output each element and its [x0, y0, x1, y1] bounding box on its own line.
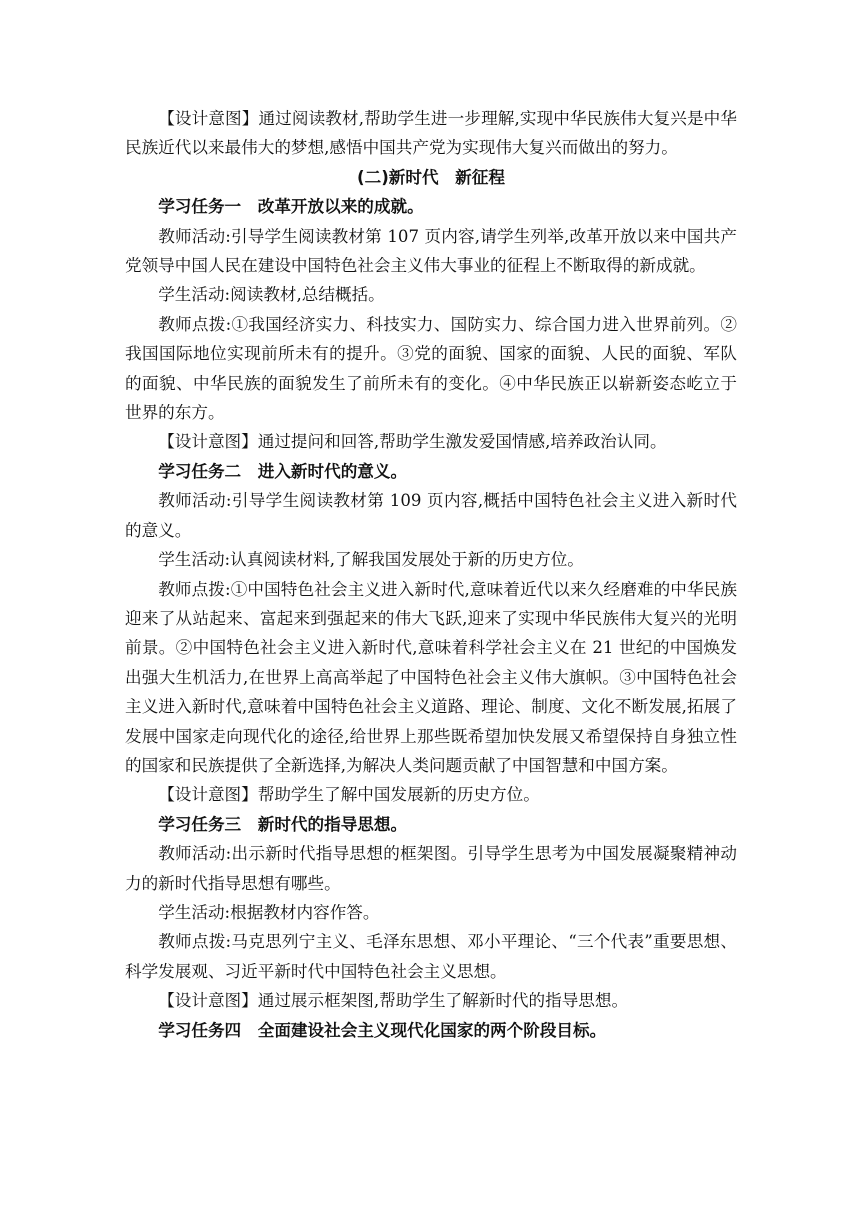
section-title: (二)新时代 新征程 — [357, 167, 505, 187]
learning-task-heading — [125, 457, 737, 486]
task-label: 学习任务三 — [158, 814, 242, 834]
design-intent-paragraph: 【设计意图】通过展示框架图,帮助学生了解新时代的指导思想。 — [158, 991, 629, 1011]
document-page — [125, 104, 737, 1045]
teacher-guidance-paragraph: 教师点拨:马克思列宁主义、毛泽东思想、邓小平理论、“三个代表”重要思想、科学发展观、习近平新时代中国特色社会主义思想。 — [125, 932, 737, 981]
task-label: 学习任务四 — [158, 1020, 242, 1040]
task-text: 进入新时代的意义。 — [257, 461, 408, 481]
teacher-activity-paragraph: 教师活动:引导学生阅读教材第 109 页内容,概括中国特色社会主义进入新时代的意义。 — [125, 491, 737, 540]
task-label: 学习任务一 — [158, 197, 242, 217]
teacher-guidance-paragraph: 教师点拨:①中国特色社会主义进入新时代,意味着近代以来久经磨难的中华民族迎来了从站起来、富起来到强起来的伟大飞跃,迎来了实现中华民族伟大复兴的光明前景。②中国特色社会主义进入新时代,意味着科学社会主义在 21 世纪的中国焕发出强大生机活力,在世界上高高举起了中国特色社会主义伟大旗帜。③中国特色社会主义进入新时代,意味着中国特色社会主义道路、理论、制度、文化不断发展,拓展了发展中国家走向现代化的途径,给世界上那些既希望加快发展又希望保持自身独立性的国家和民族提供了全新选择,为解决人类问题贡献了中国智慧和中国方案。 — [125, 579, 737, 775]
design-intent-paragraph: 【设计意图】通过提问和回答,帮助学生激发爱国情感,培养政治认同。 — [158, 432, 667, 452]
learning-task-heading — [125, 192, 737, 221]
learning-task-heading — [125, 810, 737, 839]
learning-task-heading — [125, 1016, 737, 1045]
student-activity-paragraph: 学生活动:认真阅读材料,了解我国发展处于新的历史方位。 — [158, 550, 584, 570]
design-intent-paragraph: 【设计意图】帮助学生了解中国发展新的历史方位。 — [158, 785, 540, 805]
teacher-guidance-paragraph: 教师点拨:①我国经济实力、科技实力、国防实力、综合国力进入世界前列。②我国国际地位实现前所未有的提升。③党的面貌、国家的面貌、人民的面貌、军队的面貌、中华民族的面貌发生了前所未有的变化。④中华民族正以崭新姿态屹立于世界的东方。 — [125, 314, 737, 423]
teacher-activity-paragraph: 教师活动:出示新时代指导思想的框架图。引导学生思考为中国发展凝聚精神动力的新时代指导思想有哪些。 — [125, 844, 737, 893]
student-activity-paragraph: 学生活动:根据教材内容作答。 — [158, 902, 380, 922]
task-text: 全面建设社会主义现代化国家的两个阶段目标。 — [257, 1020, 607, 1040]
task-text: 改革开放以来的成就。 — [257, 197, 424, 217]
student-activity-paragraph: 学生活动:阅读教材,总结概括。 — [158, 285, 385, 305]
design-intent-paragraph: 【设计意图】通过阅读教材,帮助学生进一步理解,实现中华民族伟大复兴是中华民族近代以来最伟大的梦想,感悟中国共产党为实现伟大复兴而做出的努力。 — [125, 109, 737, 158]
teacher-activity-paragraph: 教师活动:引导学生阅读教材第 107 页内容,请学生列举,改革开放以来中国共产党领导中国人民在建设中国特色社会主义伟大事业的征程上不断取得的新成就。 — [125, 226, 737, 276]
task-label: 学习任务二 — [158, 461, 242, 481]
task-text: 新时代的指导思想。 — [257, 814, 408, 834]
